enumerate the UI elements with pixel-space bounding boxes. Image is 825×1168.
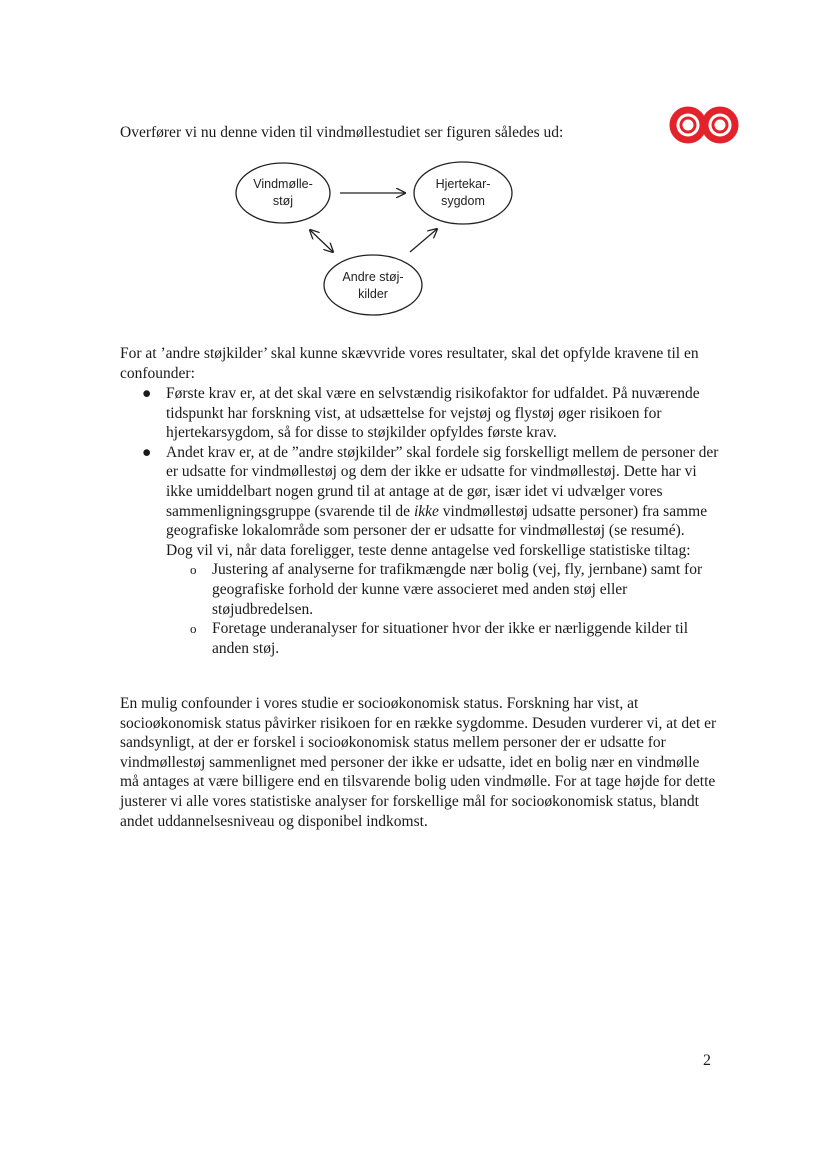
requirement-1-text: Første krav er, at det skal være en selvstændig risikofaktor for udfaldet. På nuværende tidspunkt har forskning vist, at udsættelse for vejstøj og flystøj øger risikoen for hjertekarsygdom, så for disse to støjkilder opfyldes første krav. (166, 385, 700, 442)
node-hjertekarsygdom (414, 162, 512, 224)
node-hjertekarsygdom-line2: sygdom (441, 194, 485, 208)
node-hjertekarsygdom-line1: Hjertekar- (435, 177, 491, 191)
requirement-2-text: Andet krav er, at de ”andre støjkilder” skal fordele sig forskelligt mellem de personer der er udsatte for vindmøllestøj og dem der ikke er udsatte for vindmøllestøj. Dette har vi ikke umiddelbart nogen grund til at antage at de gør, især idet vi udvælger vores sammenligningsgruppe (svarende til de ikke vindmøllestøj udsatte personer) fra samme geografiske lokalområde som personer der er udsatte for vindmøllestøj (se resumé). (166, 443, 719, 540)
followup-block (120, 541, 720, 659)
organization-logo (668, 105, 740, 145)
intro-sentence: Overfører vi nu denne viden til vindmøllestudiet ser figuren således ud: (120, 124, 564, 141)
node-andre-stojkilder-line1: Andre støj- (342, 270, 404, 284)
confounder-requirements-paragraph: For at ’andre støjkilder’ skal kunne skævvride vores resultater, skal det opfylde kravene til en confounder: (120, 345, 699, 382)
confounder-diagram (225, 160, 525, 320)
requirement-item (120, 443, 720, 541)
page-number: 2 (703, 1052, 711, 1069)
node-vindmollestoj (236, 163, 330, 223)
measure-item (120, 560, 720, 619)
followup-text: Dog vil vi, når data foreligger, teste denne antagelse ved forskellige statistiske tiltag: (166, 541, 691, 559)
arrow-andre-to-hjerte (410, 229, 437, 252)
measure-item (120, 619, 720, 658)
node-andre-stojkilder-line2: kilder (358, 287, 388, 301)
measure-2-text: Foretage underanalyser for situationer hvor der ikke er nærliggende kilder til anden støj. (212, 620, 689, 657)
measures-list (120, 560, 720, 658)
node-vindmollestoj-line2: støj (272, 194, 294, 208)
bullet-icon: ● (142, 443, 152, 461)
requirements-list (120, 384, 720, 658)
node-vindmollestoj-line1: Vindmølle- (253, 177, 313, 191)
bullet-icon: ● (142, 385, 152, 402)
circle-bullet-icon: o (190, 621, 197, 637)
socioeconomic-paragraph: En mulig confounder i vores studie er socioøkonomisk status. Forskning har vist, at socioøkonomisk status påvirker risikoen for en række sygdomme. Desuden vurderer vi, at det er sandsynligt, at der er forskel i socioøkonomisk status mellem personer der er udsatte for vindmøllestøj sammenlignet med personer der ikke er udsatte, idet en bolig nær en vindmølle må antages at være billigere end en tilsvarende bolig uden vindmølle. For at tage højde for dette justerer vi alle vores statistiske analyser for forskellige mål for socioøkonomisk status, blandt andet uddannelsesniveau og disponibel indkomst. (120, 695, 717, 830)
requirement-item (120, 384, 720, 443)
arrow-stoj-andre-bidirectional (310, 230, 333, 252)
node-andre-stojkilder (324, 255, 422, 315)
emphasis-ikke: ikke (413, 502, 439, 520)
circle-bullet-icon: o (190, 562, 197, 578)
measure-1-text: Justering af analyserne for trafikmængde nær bolig (vej, fly, jernbane) samt for geografiske forhold der kunne være associeret med anden støj eller støjudbredelsen. (212, 561, 703, 618)
